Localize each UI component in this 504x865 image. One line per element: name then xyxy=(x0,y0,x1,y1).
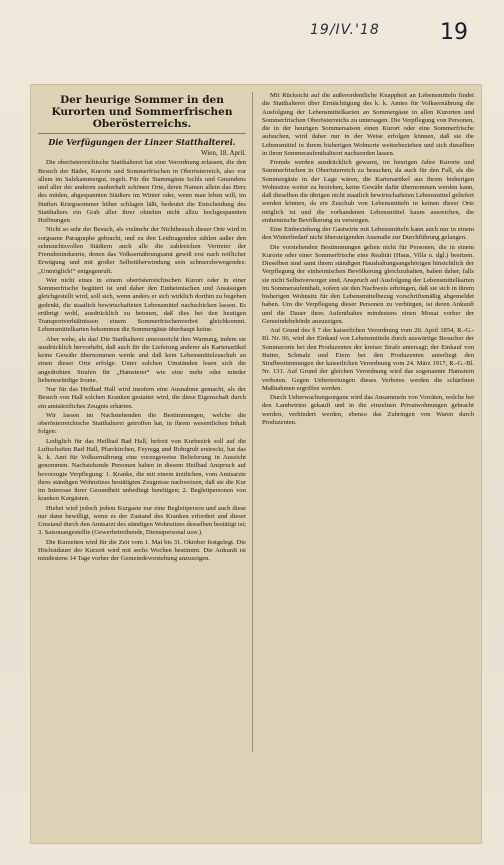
column-divider xyxy=(252,92,253,752)
paragraph: Die oberösterreichische Statthalterei hat eine Verordnung erlassen, die den Besuch der Bäder, Kurorte und Sommerfrischen in Oberösterreich, also vor allem im Salzkammergut, regelt. Für die Stammgäste Ischls und Gmundens und aller der anderen zauberhaft schönen Orte, deren Namen allein das Herz des müden, abgespannten Städters im Winter oder, wenn man leben will, im fünften Kriegssommer höher schlagen läßt, bedeutet die Entscheidung des Statthalters ein Grab aller ihrer ohnehin nicht allzu hochgespannten Hoffnungen. xyxy=(38,159,246,224)
paragraph: Nicht so sehr der Besuch, als vielmehr der Nichtbesuch dieser Orte wird in sorgsame Paragraphe gebracht, und zu den Leidtragenden zählen außer den sehnsuchtsvollen Städtern auch alle die zahlreichen Vertreter der Fremdenindustrie, denen das Volksernährungsamt gewiß erst nach reiflicher Erwägung und mit großer Selbstüberwindung sein schmerzbewegendes: „Unmöglich!“ entgegenruft. xyxy=(38,226,246,275)
paragraph: Hiebei wird jedoch jedem Kurgaste nur eine Begleitperson und auch diese nur dann bewilligt, wenn es der Zustand des Kranken erfordert und dieser Umstand durch den Amtsarzt des ständigen Wohnsitzes desselben bestätigt ist; 3. Saisonangestellte (Gewerbetreibende, Dienstpersonal usw.). xyxy=(38,504,246,537)
paragraph: Die vorstehenden Bestimmungen gelten nicht für Personen, die in einem Kurorte oder einer Sommerfrische eine Realität (Haus, Villa u. dgl.) besitzen. Dieselben sind samt ihrem ständigen Haushaltungsangehörigen hinsichtlich der Verpflegung der einheimischen Bevölkerung gleichzuhalten, haben daher, falls sie nicht Selbstversorger sind, Anspruch auf Ausfolgung der Lebensmittelkarten im Sommeraufenthalt, sofern sie den Nachweis erbringen, daß sie sich in ihrem bisherigen Wohnsitz für den Lebensmittelbezug vorschriftsmäßig abgemeldet haben. Um die Verpflegung dieser Personen zu verbürgen, ist deren Ankunft und die Dauer ihres Aufenthaltes mindestens einen Monat vorher der Gemeindebehörde anzuzeigen. xyxy=(262,243,474,325)
handwritten-page-number: 19 xyxy=(440,20,468,45)
paragraph: Lediglich für das Heilbad Bad Hall, befreit von Kurbezirk soll auf die Luftschaften Bad Hall, Pfarrkirchen, Feyregg und Rohrgrub erstreckt, hat das k. k. Amt für Volksernährung eine vorzugsweise Belieferung in Aussicht genommen. Nachstehende Personen haben in diesem Heilbad Anspruch auf bevorzugte Verpflegung: 1. Kranke, die mit einem ärztlichen, vom Amtsarzte ihres ständigen Wohnsitzes bestätigten Zeugnisse nachweisen, daß sie die Kur im Interesse ihrer Gesundheit unbedingt benötigen; 2. Begleitpersonen von kranken Kurgästen. xyxy=(38,437,246,503)
handwritten-date-note: 19/IV.'18 xyxy=(310,22,380,38)
paragraph: Die Kurzeiten wird für die Zeit vom 1. Mai bis 31. Oktober festgelegt. Die Höchstdauer der Kurzeit wird mit sechs Wochen bestimmt. Die Ankunft ist mindestens 14 Tage vorher der Gemeindevorstehung anzuzeigen. xyxy=(38,538,246,562)
newspaper-clipping xyxy=(30,84,482,844)
paragraph: Wir lassen im Nachstehenden die Bestimmungen, welche die oberösterreichische Statthalterei getroffen hat, in ihrem wesentlichen Inhalt folgen: xyxy=(38,411,246,436)
right-column xyxy=(262,92,474,427)
paragraph: Wer nicht eines in einem oberösterreichischen Kurort oder in einer Sommerfrische begütert ist und daher den Einheimischen und Ansässigen gleichgestellt wird, soll sich, wenn anders er sich wirklich dorthin zu begeben gedenkt, die staatlich bewirtschafteten Lebensmittel nachschicken lassen. Es erübrigt wohl, ausdrücklich zu betonen, daß dies bei den heutigen Transportverhältnissen einem Sommerfrischenverbot gleichkommt. Lebensmittelkarten bekommen die Sommergäste überhaupt keine. xyxy=(38,276,246,334)
paragraph: Mit Rücksicht auf die außerordentliche Knappheit an Lebensmitteln findet die Statthalterei über Ermächtigung des k. k. Amtes für Volksernährung die Ausfolgung der Lebensmittelkarten an Sommergäste in allen Kurorten und Sommerfrischen Oberösterreichs zu untersagen. Die Verpflegung von Personen, die in der heurigen Sommersaison einen Kurort oder eine Sommerfrische aufsuchen, wird daher nur in der Weise erfolgen können, daß sie die Lebensmittel in ihrem bisherigen Wohnorte weiterbeziehen und sich dieselben in ihren Sommeraufenthaltsort nachsenden lassen. xyxy=(262,92,474,157)
paragraph: Aber wehe, als das! Die Statthalterei unterstreicht ihre Warnung, indem sie ausdrücklich hervorhebt, daß auch für die Lieferung anderer als Kartenartikel keine Gewähr übernommen werde und daß kein Lebensmittelzuschub an einen dieser Orte erfolge. Unter solchen Umständen lesen sich die angedrohten Strafen für „Hamsterer“ wie eine mehr oder minder liebenswürdige Ironie. xyxy=(38,335,246,384)
paragraph: Auf Grund des § 7 der kaiserlichen Verordnung vom 20. April 1854, R.-G.-Bl. Nr. 96, wird der Einkauf von Lebensmitteln durch auswärtige Besucher der Sommerorte bei den Produzenten der kreiser Strafe untersagt; der Einkauf von Butter, Schmalz und Eiern bei den Produzenten unterliegt den Strafbestimmungen der kaiserlichen Verordnung vom 24. März 1917, R.-G.-Bl. Nr. 131. Auf Grund der gleichen Verordnung wird das sogenannte Hamstern verboten. Gegen Uebertretungen dieses Verbotes werden die schärfsten Maßnahmen ergriffen werden. xyxy=(262,327,474,392)
left-column xyxy=(38,92,246,563)
paragraph: Fremde werden ausdrücklich gewarnt, im heurigen Jahre Kurorte und Sommerfrischen in Oberösterreich zu besuchen, da auch für den Fall, als die Sommergäste in der Lage wären, die Kartenartikel aus ihrem bisherigen Wohnsitze weiter zu beziehen, keine Gewähr dafür übernommen werden kann, daß dieselben die übrigen nicht staatlich bewirtschafteten Lebensmittel geliefert werden können, da ein Zuschub von Lebensmitteln in keinen dieser Orte möglich ist und die vorhandenen Lebensmittel kaum ausreichen, die einheimische Bevölkerung zu versorgen. xyxy=(262,159,474,224)
paragraph: Nur für das Heilbad Hall wird insofern eine Ausnahme gemacht, als der Besuch von Hall solchen Kranken gestattet wird, die diese Eigenschaft durch ein amtsärztliches Zeugnis erhärten. xyxy=(38,386,246,410)
article-subheadline: Die Verfügungen der Linzer Statthalterei. xyxy=(48,137,236,147)
paragraph: Durch Ueberwachungsorgane wird das Ansammeln von Vorräten, welche bei den Landwirten gekauft und in die einzelnen Privatwohnungen gebracht werden, verhindert werden, ebenso das Zubringen von Waren durch Produzenten. xyxy=(262,394,474,426)
article-headline: Der heurige Sommer in den Kurorten und Sommerfrischen Oberösterreichs. xyxy=(51,94,233,130)
article-dateline: Wien, 18. April. xyxy=(200,149,246,157)
divider xyxy=(38,133,246,134)
paragraph: Eine Einbeziehung der Gastwirte mit Lebensmitteln kann auch nur in einem den Winterbedarf nicht übersteigenden Ausmaße zur Durchführung gelangen. xyxy=(262,226,474,242)
